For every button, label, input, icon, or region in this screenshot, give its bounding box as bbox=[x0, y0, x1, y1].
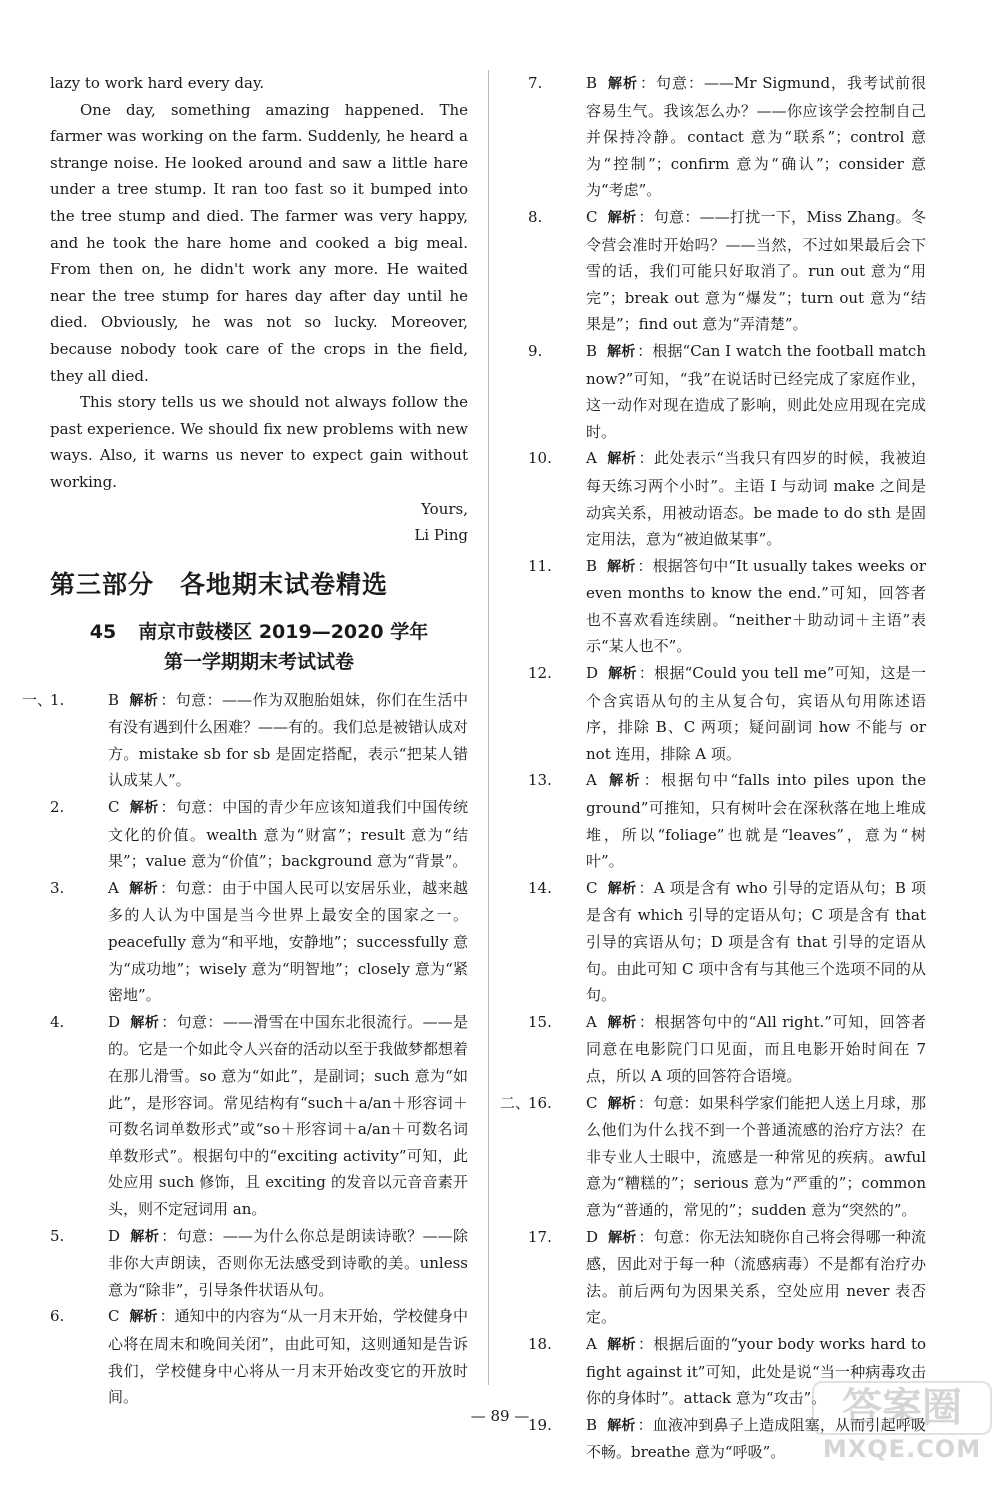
analysis-keyword: 解析 bbox=[607, 209, 637, 226]
question-number: 11. bbox=[528, 556, 552, 575]
answer-body bbox=[586, 70, 926, 204]
analysis-keyword: 解析 bbox=[129, 1309, 158, 1326]
answer-number bbox=[50, 794, 108, 875]
answer-item bbox=[22, 687, 469, 794]
answer-body bbox=[586, 1090, 926, 1224]
analysis-text: ：根据答句中“It usually takes weeks or even months to know the end.”可知，回答者也不喜欢看连续剧。“neither＋助动词＋主语”表示“某人也不”。 bbox=[586, 556, 926, 656]
answer-number bbox=[50, 1009, 108, 1223]
answer-item bbox=[528, 70, 926, 204]
answer-choice: C bbox=[586, 207, 598, 226]
analysis-text: ：根据后面的“your body works hard to fight against it”可知，此处是说“当一种病毒攻击你的身体时”。attack 意为“攻击”。 bbox=[586, 1334, 926, 1408]
analysis-text: ：句意：——作为双胞胎姐妹，你们在生活中有没有遇到什么困难？——有的。我们总是被错认成对方。mistake sb for sb 是固定搭配，表示“把某人错认成某人”。 bbox=[108, 690, 469, 790]
answer-body bbox=[586, 553, 926, 660]
answer-item bbox=[500, 1090, 926, 1224]
answer-number bbox=[528, 445, 586, 552]
question-number: 3. bbox=[50, 878, 65, 897]
analysis-text: ：根据“Can I watch the football match now?”可知，“我”在说话时已经完成了家庭作业，这一动作对现在造成了影响，则此处应用现在完成时。 bbox=[586, 341, 926, 441]
analysis-text: ：根据答句中的“All right.”可知，回答者同意在电影院门口见面，而且电影开始时间在 7 点，所以 A 项的回答符合语境。 bbox=[586, 1012, 926, 1085]
answer-body bbox=[586, 1009, 926, 1090]
exam-title bbox=[50, 617, 468, 677]
analysis-keyword: 解析 bbox=[608, 666, 637, 683]
letter-line: lazy to work hard every day. bbox=[50, 74, 265, 92]
question-number: 14. bbox=[528, 878, 552, 897]
answer-body bbox=[586, 445, 926, 552]
answer-choice: D bbox=[586, 1227, 599, 1246]
analysis-text: ：句意：由于中国人民可以安居乐业，越来越多的人认为中国是当今世界上最安全的国家之一。peacefully 意为“和平地，安静地”；successfully 意为“成功地”；wisely 意为“明智地”；closely 意为“紧密地”。 bbox=[108, 878, 468, 1005]
answer-choice: A bbox=[586, 449, 597, 468]
answer-number bbox=[528, 1009, 586, 1090]
section-prefix: 二、 bbox=[500, 1093, 531, 1112]
answer-number bbox=[528, 875, 586, 1009]
question-number: 9. bbox=[528, 341, 543, 360]
letter-paragraph: This story tells us we should not always follow the past experience. We should fix new problems with new ways. Also, it warns us never to expect gain without working. bbox=[50, 393, 468, 491]
answer-body bbox=[586, 338, 926, 445]
analysis-keyword: 解析 bbox=[130, 1228, 160, 1245]
answer-number bbox=[528, 660, 586, 767]
answer-choice: C bbox=[108, 798, 120, 817]
exam-title-line2: 第一学期期末考试试卷 bbox=[163, 650, 354, 673]
answer-choice: A bbox=[586, 771, 597, 790]
answer-choice: B bbox=[586, 341, 598, 360]
column-divider bbox=[488, 70, 489, 1385]
analysis-keyword: 解析 bbox=[606, 773, 642, 790]
analysis-text: ：句意：——Mr Sigmund，我考试前很容易生气。我该怎么办？——你应该学会控制自己并保持冷静。contact 意为“联系”；control 意为“控制”；confirm 意为“确认”；consider 意为“考虑”。 bbox=[586, 74, 926, 200]
analysis-keyword: 解析 bbox=[608, 1229, 637, 1246]
analysis-text: ：根据句中“falls into piles upon the ground”可推知，只有树叶会在深秋落在地上堆成堆，所以“foliage”也就是“leaves”，意为“树叶”。 bbox=[586, 771, 926, 871]
analysis-keyword: 解析 bbox=[129, 692, 159, 709]
answer-body bbox=[586, 875, 926, 1009]
answer-choice: D bbox=[108, 1226, 121, 1245]
answer-item bbox=[528, 1224, 926, 1331]
analysis-text: ：通知中的内容为“从一月末开始，学校健身中心将在周末和晚间关闭”，由此可知，这则通知是告诉我们，学校健身中心将从一月末开始改变它的开放时间。 bbox=[108, 1307, 469, 1407]
analysis-text: ：血液冲到鼻子上造成阻塞，从而引起呼吸不畅。breathe 意为“呼吸”。 bbox=[586, 1415, 926, 1462]
watermark-bottom: MXQE.COM bbox=[822, 1435, 982, 1463]
answer-body bbox=[108, 1223, 468, 1304]
question-number: 1. bbox=[50, 690, 65, 709]
analysis-keyword: 解析 bbox=[128, 880, 159, 897]
answer-item bbox=[50, 1223, 468, 1304]
question-number: 18. bbox=[528, 1334, 552, 1353]
answer-choice: D bbox=[586, 664, 599, 683]
question-number: 17. bbox=[528, 1227, 552, 1246]
analysis-keyword: 解析 bbox=[607, 1417, 636, 1434]
analysis-text: ：A 项是含有 who 引导的定语从句；B 项是含有 which 引导的定语从句；C 项是含有 that 引导的宾语从句；D 项是含有 that 引导的定语从句。由此可知 C 项中含有与其他三个选项不同的从句。 bbox=[586, 878, 927, 1005]
question-number: 10. bbox=[528, 449, 552, 468]
answer-item bbox=[528, 553, 926, 660]
analysis-keyword: 解析 bbox=[130, 1014, 160, 1031]
answer-item bbox=[528, 204, 926, 338]
section-title: 第三部分 各地期末试卷精选 bbox=[50, 569, 389, 599]
question-number: 19. bbox=[528, 1415, 552, 1434]
answer-number bbox=[500, 1090, 586, 1224]
answer-number bbox=[50, 875, 108, 1009]
analysis-keyword: 解析 bbox=[606, 1336, 637, 1353]
question-number: 12. bbox=[528, 664, 552, 683]
analysis-keyword: 解析 bbox=[607, 880, 637, 897]
answer-body bbox=[108, 794, 468, 875]
answer-number bbox=[528, 553, 586, 660]
answer-choice: D bbox=[108, 1012, 121, 1031]
exam-title-line1: 南京市鼓楼区 2019—2020 学年 bbox=[138, 620, 429, 643]
answer-body bbox=[108, 1009, 468, 1223]
answer-body bbox=[108, 1303, 468, 1410]
answer-choice: C bbox=[586, 878, 598, 897]
answer-item bbox=[50, 875, 468, 1009]
analysis-text: ：句意：——打扰一下，Miss Zhang。冬令营会准时开始吗？——当然，不过如果最后会下雪的话，我们可能只好取消了。run out 意为“用完”；break out 意为“爆发”；turn out 意为“结果是”；find out 意为“弄清楚”。 bbox=[586, 207, 926, 334]
left-column bbox=[22, 70, 469, 1411]
question-number: 2. bbox=[50, 798, 65, 817]
analysis-keyword: 解析 bbox=[607, 76, 638, 92]
answer-choice: C bbox=[586, 1093, 598, 1112]
answer-choice: B bbox=[586, 556, 598, 575]
answer-item bbox=[528, 1009, 926, 1090]
answer-item bbox=[528, 875, 926, 1009]
answer-choice: A bbox=[586, 1334, 597, 1353]
answer-body bbox=[586, 204, 926, 338]
analysis-keyword: 解析 bbox=[129, 800, 159, 817]
question-number: 5. bbox=[50, 1226, 65, 1245]
analysis-keyword: 解析 bbox=[607, 343, 636, 360]
answer-item bbox=[528, 767, 926, 874]
answer-number bbox=[528, 767, 586, 874]
answer-body bbox=[586, 767, 926, 874]
analysis-text: ：句意：如果科学家们能把人送上月球，那么他们为什么找不到一个普通流感的治疗方法？在非专业人士眼中，流感是一种常见的疾病。awful 意为“糟糕的”；serious 意为“严重的”；common 意为“普通的，常见的”；sudden 意为“突然的”。 bbox=[586, 1093, 926, 1219]
analysis-text: ：此处表示“当我只有四岁的时候，我被迫每天练习两个小时”。主语 I 与动词 make 之间是动宾关系，用被动语态。be made to do sth 是固定用法，意为“被迫做某事”。 bbox=[586, 449, 926, 549]
analysis-text: ：句意：——滑雪在中国东北很流行。——是的。它是一个如此令人兴奋的活动以至于我做梦都想着在那儿滑雪。so 意为“如此”，是副词；such 意为“如此”，是形容词。常见结构有“such＋a/an＋形容词＋可数名词单数形式”或“so＋形容词＋a/an＋可数名词单数形式”。根据句中的“exciting activity”可知，此处应用 such 修饰，且 exciting 的发音以元音音素开头，则不定冠词用 an。 bbox=[108, 1012, 469, 1218]
answer-body bbox=[586, 660, 926, 767]
question-number: 6. bbox=[50, 1307, 65, 1326]
answer-item bbox=[528, 338, 926, 445]
watermark-top: 答案圈 bbox=[812, 1381, 992, 1435]
analysis-keyword: 解析 bbox=[606, 1014, 637, 1031]
answer-number bbox=[50, 1223, 108, 1304]
letter-paragraph: One day, something amazing happened. The farmer was working on the farm. Suddenly, he heard a strange noise. He looked around and saw a little hare under a tree stump. It ran too fast so it bumped into the tree stump and died. The farmer was very happy, and he took the hare home and cooked a big meal. From then on, he didn't work any more. He waited near the tree stump for hares day after day until he died. Obviously, he was not so lucky. Moreover, because nobody took care of the crops in the field, they all died. bbox=[50, 100, 468, 385]
question-number: 8. bbox=[528, 207, 543, 226]
answer-choice: A bbox=[108, 878, 119, 897]
analysis-text: ：句意：——为什么你总是朗读诗歌？——除非你大声朗读，否则你无法感受到诗歌的美。unless 意为“除非”，引导条件状语从句。 bbox=[108, 1226, 468, 1299]
letter-signature: Li Ping bbox=[414, 526, 468, 545]
analysis-keyword: 解析 bbox=[606, 451, 637, 468]
analysis-text: ：句意：中国的青少年应该知道我们中国传统文化的价值。wealth 意为“财富”；result 意为“结果”；value 意为“价值”；background 意为“背景”。 bbox=[108, 798, 468, 871]
answer-choice: B bbox=[586, 74, 598, 92]
analysis-keyword: 解析 bbox=[607, 1095, 636, 1112]
analysis-text: ：句意：你无法知晓你自己将会得哪一种流感，因此对于每一种（流感病毒）不是都有治疗办法。前后两句为因果关系，空处应用 never 表否定。 bbox=[586, 1227, 926, 1327]
answer-body bbox=[108, 875, 468, 1009]
answer-body bbox=[108, 687, 468, 794]
answer-item bbox=[50, 794, 468, 875]
answer-item bbox=[528, 445, 926, 552]
answer-number bbox=[50, 1303, 108, 1410]
answer-number bbox=[528, 1224, 586, 1331]
question-number: 16. bbox=[528, 1093, 552, 1112]
answer-number bbox=[528, 70, 586, 204]
answer-body bbox=[586, 1224, 926, 1331]
answer-choice: C bbox=[108, 1307, 120, 1326]
answer-choice: A bbox=[586, 1012, 597, 1031]
answer-number bbox=[528, 204, 586, 338]
answer-choice: B bbox=[586, 1415, 598, 1434]
question-number: 15. bbox=[528, 1012, 552, 1031]
question-number: 7. bbox=[528, 74, 543, 92]
answer-choice: B bbox=[108, 690, 120, 709]
answer-list-left bbox=[22, 687, 469, 1411]
question-number: 13. bbox=[528, 771, 552, 790]
answer-number bbox=[22, 687, 108, 794]
answer-item bbox=[528, 660, 926, 767]
analysis-keyword: 解析 bbox=[607, 558, 636, 575]
analysis-text: ：根据“Could you tell me”可知，这是一个含宾语从句的主从复合句，宾语从句用陈述语序，排除 B、C 两项；疑问副词 how 不能与 or not 连用，排除 A 项。 bbox=[586, 664, 926, 763]
answer-number bbox=[528, 1331, 586, 1412]
exam-number: 45 bbox=[89, 620, 117, 643]
answer-item bbox=[50, 1009, 468, 1223]
section-prefix: 一、 bbox=[22, 690, 53, 709]
question-number: 4. bbox=[50, 1012, 65, 1031]
answer-number bbox=[528, 338, 586, 445]
answer-item bbox=[50, 1303, 468, 1410]
watermark-logo bbox=[812, 1381, 992, 1471]
letter-closing: Yours, bbox=[421, 499, 468, 518]
page-number: — 89 — bbox=[470, 1407, 530, 1425]
